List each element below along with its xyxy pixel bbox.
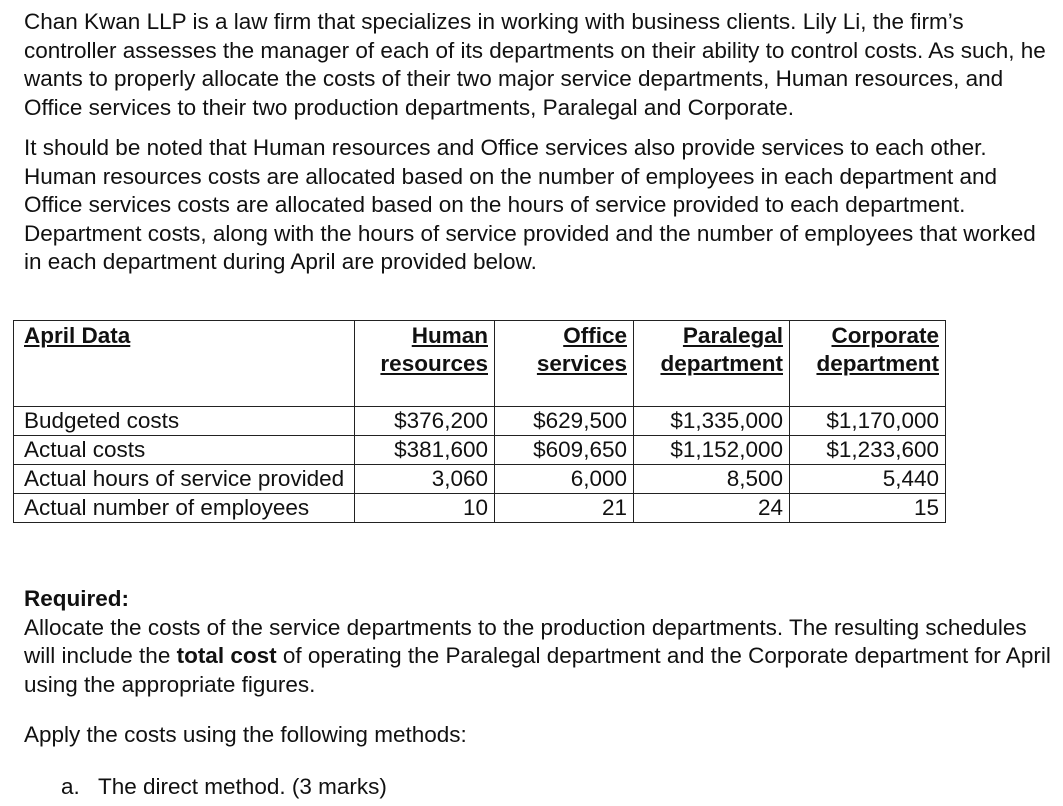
- cell-value: 8,500: [634, 465, 790, 494]
- cell-value: 10: [355, 494, 495, 523]
- required-heading: Required:: [24, 586, 130, 611]
- cell-value: 24: [634, 494, 790, 523]
- table-row: [14, 465, 946, 494]
- required-text: [24, 614, 1054, 700]
- april-data-table: [13, 320, 946, 523]
- apply-instruction: Apply the costs using the following methods:: [24, 722, 467, 747]
- required-text-after: of operating the Paralegal department and the Corporate department for April using the appropriate figures.: [24, 643, 1051, 697]
- cell-value: 3,060: [355, 465, 495, 494]
- row-label: Budgeted costs: [14, 407, 355, 436]
- row-label: Actual costs: [14, 436, 355, 465]
- list-item: [61, 773, 387, 802]
- header-corporate-department: Corporate department: [790, 321, 946, 407]
- cell-value: 15: [790, 494, 946, 523]
- cell-value: $609,650: [495, 436, 634, 465]
- required-section: [24, 585, 1054, 699]
- header-office-services: Office services: [495, 321, 634, 407]
- table-row: [14, 436, 946, 465]
- header-human-resources: Human resources: [355, 321, 495, 407]
- table-row: [14, 407, 946, 436]
- cell-value: $1,170,000: [790, 407, 946, 436]
- table-header-row: [14, 321, 946, 407]
- intro-paragraph-1: Chan Kwan LLP is a law firm that specializes in working with business clients. Lily Li, the firm’s controller assesses the manager of each of its departments on their ability to control costs. As such, he wants to properly allocate the costs of their two major service departments, Human resources, and Office services to their two production departments, Paralegal and Corporate.: [24, 9, 1046, 120]
- cell-value: 21: [495, 494, 634, 523]
- required-text-bold: total cost: [176, 643, 277, 668]
- cell-value: $1,335,000: [634, 407, 790, 436]
- table-row: [14, 494, 946, 523]
- cell-value: 6,000: [495, 465, 634, 494]
- cell-value: 5,440: [790, 465, 946, 494]
- cell-value: $1,152,000: [634, 436, 790, 465]
- cell-value: $381,600: [355, 436, 495, 465]
- cell-value: $629,500: [495, 407, 634, 436]
- row-label: Actual hours of service provided: [14, 465, 355, 494]
- header-april-data: April Data: [14, 321, 355, 407]
- header-paralegal-department: Paralegal department: [634, 321, 790, 407]
- required-text-before: Allocate the costs of the service departments to the production departments. The resulting schedules will include the: [24, 614, 1027, 668]
- row-label: Actual number of employees: [14, 494, 355, 523]
- cell-value: $1,233,600: [790, 436, 946, 465]
- list-item-text: The direct method. (3 marks): [98, 774, 387, 799]
- intro-paragraph-2: It should be noted that Human resources and Office services also provide services to each other. Human resources costs are allocated based on the number of employees in each department and Office services costs are allocated based on the hours of service provided to each department. Department costs, along with the hours of service provided and the number of employees that worked in each department during April are provided below.: [24, 135, 1036, 274]
- cell-value: $376,200: [355, 407, 495, 436]
- list-item-marker: a.: [61, 774, 80, 799]
